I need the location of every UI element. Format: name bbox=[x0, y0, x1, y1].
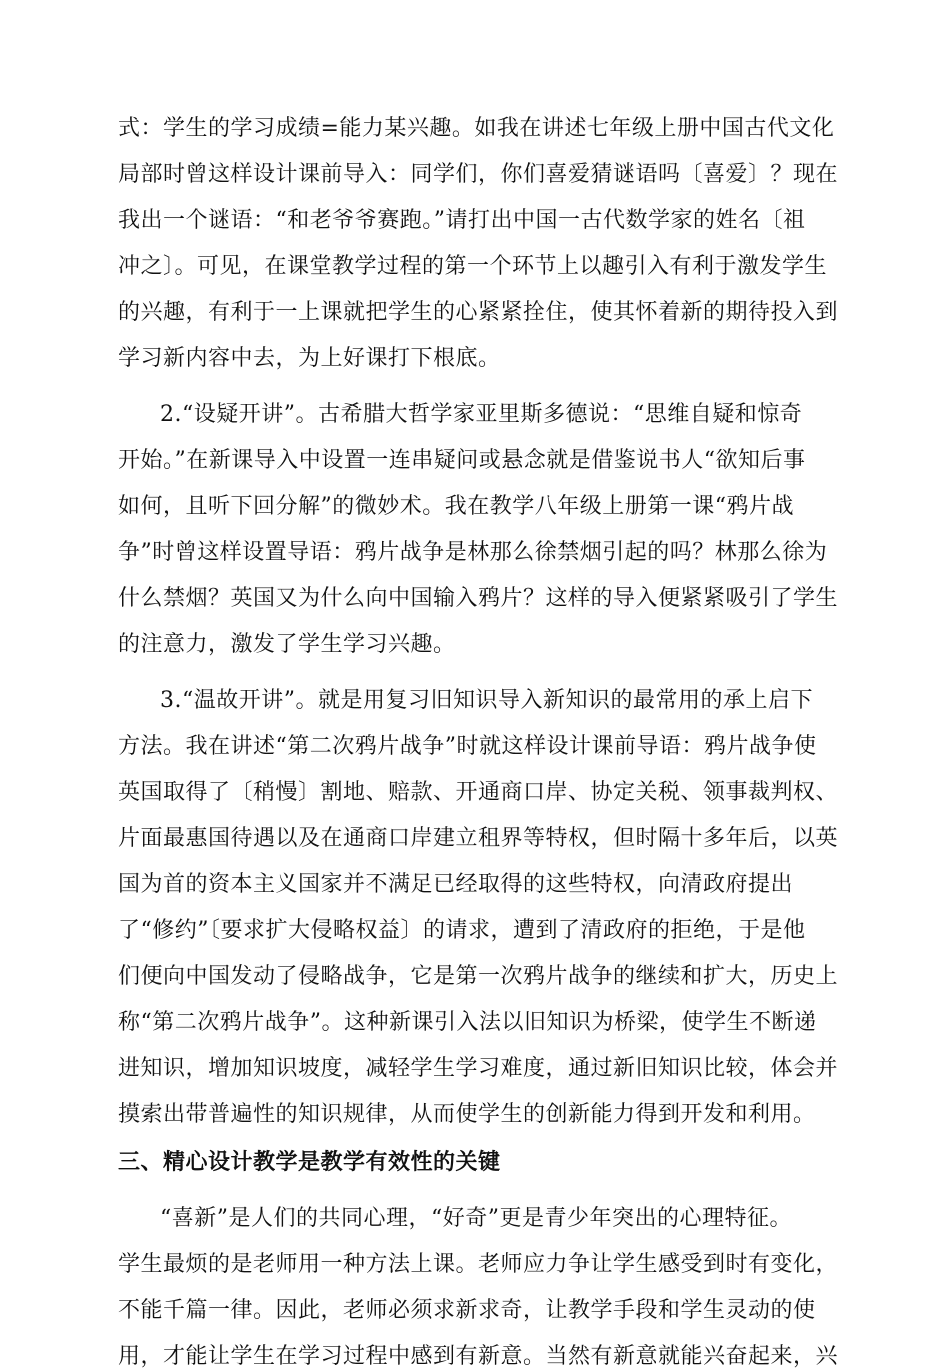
text-line: 我出一个谜语：“和老爷爷赛跑。”请打出中国一古代数学家的姓名〔祖 bbox=[118, 208, 806, 233]
text-line: 片面最惠国待遇以及在通商口岸建立租界等特权，但时隔十多年后，以英 bbox=[118, 826, 839, 851]
text-line: 如何，且听下回分解”的微妙术。我在教学八年级上册第一课“鸦片战 bbox=[118, 494, 794, 519]
text-line: 国为首的资本主义国家并不满足已经取得的这些特权，向清政府提出 bbox=[118, 872, 794, 897]
text-line: 局部时曾这样设计课前导入：同学们，你们喜爱猜谜语吗〔喜爱〕？现在 bbox=[118, 162, 839, 187]
text-line: 开始。”在新课导入中设置一连串疑问或悬念就是借鉴说书人“欲知后事 bbox=[118, 448, 806, 473]
text-line: 冲之〕。可见，在课堂教学过程的第一个环节上以趣引入有利于激发学生 bbox=[118, 254, 828, 279]
text-line: 的注意力，激发了学生学习兴趣。 bbox=[118, 632, 456, 657]
text-line: 用，才能让学生在学习过程中感到有新意。当然有新意就能兴奋起来，兴 bbox=[118, 1344, 839, 1369]
text-line: 的兴趣，有利于一上课就把学生的心紧紧拴住，使其怀着新的期待投入到 bbox=[118, 300, 839, 325]
text-line: 争”时曾这样设置导语：鸦片战争是林那么徐禁烟引起的吗？林那么徐为 bbox=[118, 540, 828, 565]
text-line: 英国取得了〔稍慢〕割地、赔款、开通商口岸、协定关税、领事裁判权、 bbox=[118, 780, 839, 805]
text-line: 称“第二次鸦片战争”。这种新课引入法以旧知识为桥梁，使学生不断递 bbox=[118, 1010, 817, 1035]
text-line: 方法。我在讲述“第二次鸦片战争”时就这样设计课前导语：鸦片战争使 bbox=[118, 734, 817, 759]
text-line: 学习新内容中去，为上好课打下根底。 bbox=[118, 346, 501, 371]
text-line: 2.“设疑开讲”。古希腊大哲学家亚里斯多德说：“思维自疑和惊奇 bbox=[160, 402, 803, 427]
text-line: 式：学生的学习成绩=能力某兴趣。如我在讲述七年级上册中国古代文化 bbox=[118, 116, 835, 141]
text-line: 学生最烦的是老师用一种方法上课。老师应力争让学生感受到时有变化， bbox=[118, 1252, 839, 1277]
text-line: 不能千篇一律。因此，老师必须求新求奇，让教学手段和学生灵动的使 bbox=[118, 1298, 816, 1323]
text-line: 摸索出带普遍性的知识规律，从而使学生的创新能力得到开发和利用。 bbox=[118, 1102, 816, 1127]
text-line: 们便向中国发动了侵略战争，它是第一次鸦片战争的继续和扩大，历史上 bbox=[118, 964, 839, 989]
text-line: 3.“温故开讲”。就是用复习旧知识导入新知识的最常用的承上启下 bbox=[160, 688, 813, 713]
section-heading: 三、精心设计教学是教学有效性的关键 bbox=[118, 1150, 501, 1175]
text-line: “喜新”是人们的共同心理，“好奇”更是青少年突出的心理特征。 bbox=[160, 1206, 792, 1231]
text-line: 什么禁烟？英国又为什么向中国输入鸦片？这样的导入便紧紧吸引了学生 bbox=[118, 586, 839, 611]
text-line: 进知识，增加知识坡度，减轻学生学习难度，通过新旧知识比较，体会并 bbox=[118, 1056, 839, 1081]
text-line: 了“修约”〔要求扩大侵略权益〕的请求，遭到了清政府的拒绝，于是他 bbox=[118, 918, 806, 943]
